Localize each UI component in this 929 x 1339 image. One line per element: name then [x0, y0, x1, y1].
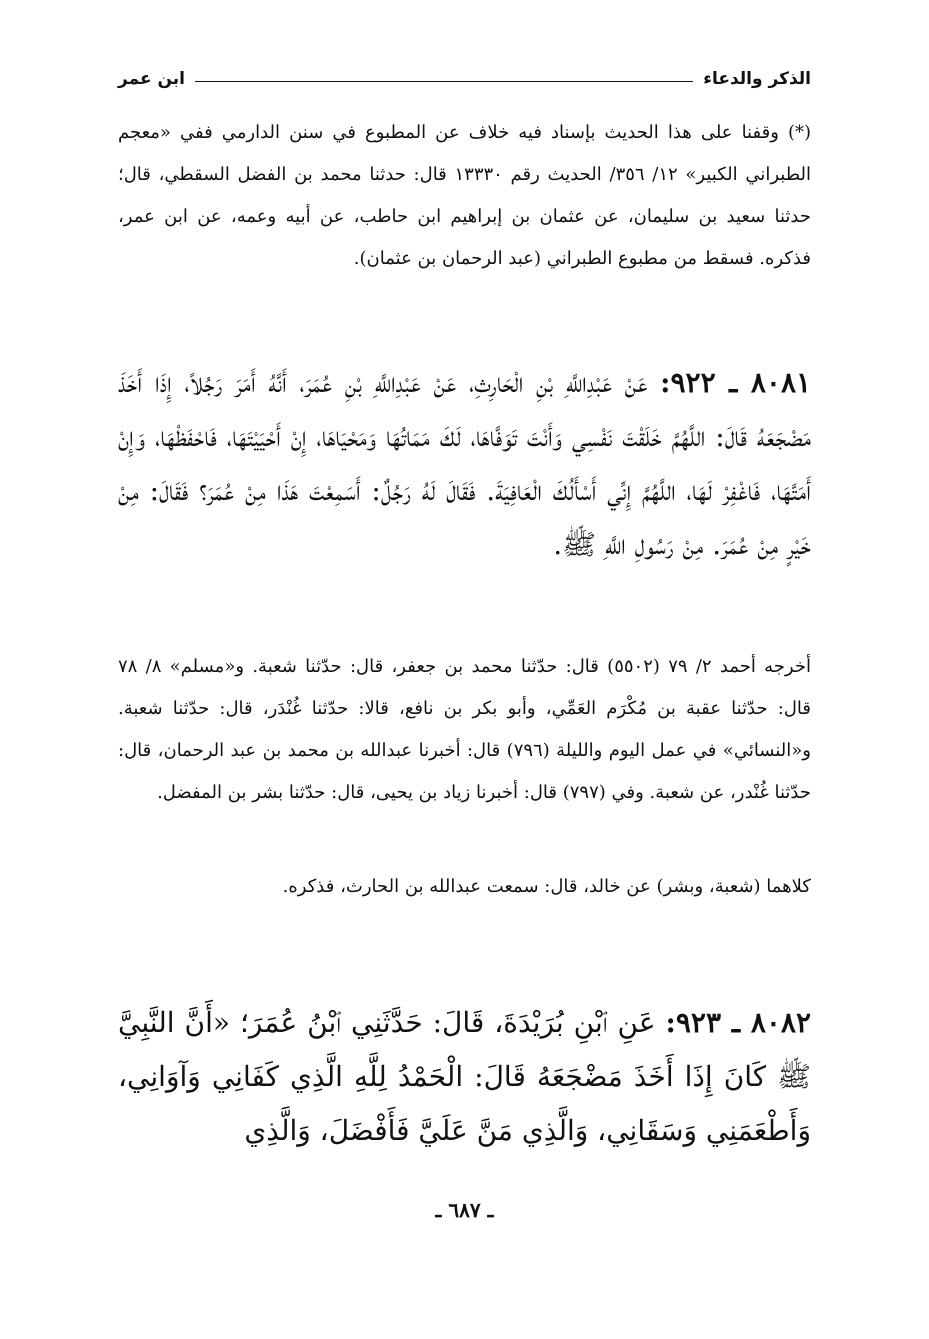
- header-rule: [195, 81, 693, 82]
- hadith-number: ٨٠٨٢ ـ ٩٢٣:: [665, 1006, 811, 1039]
- header-left-title: ابن عمر: [118, 69, 186, 89]
- page-number: ـ ٦٨٧ ـ: [435, 1198, 494, 1222]
- takhrij-text: أخرجه أحمد ٢/ ٧٩ (٥٥٠٢) قال: حدّثنا محمد بن جعفر، قال: حدّثنا شعبة. و«مسلم» ٨/ ٧٨ قال: حدّثنا عقبة بن مُكْرَم العَمِّي، وأبو بكر بن نافع، قالا: حدّثنا غُنْدَر، قال: حدّثنا شعبة. و«النسائي» في عمل اليوم والليلة (٧٩٦) قال: أخبرنا عبدالله بن محمد بن عبد الرحمان، قال: حدّثنا غُنْدر، عن شعبة. وفي (٧٩٧) قال: أخبرنا زياد بن يحيى، قال: حدّثنا بشر بن المفضل.: [118, 656, 811, 803]
- hadith-number: ٨٠٨١ ـ ٩٢٢:: [660, 366, 812, 399]
- header-right-title: الذكر والدعاء: [703, 69, 811, 89]
- hadith-text: عَنْ عَبْدِاللَّهِ بْنِ الْحَارِثِ، عَنْ عَبْدِاللَّهِ بْنِ عُمَرَ، أَنَّهُ أَمَرَ رَجُلاً، إِذَا أَخَذَ مَضْجَعَهُ قَالَ: اللَّهُمَّ خَلَقْتَ نَفْسِي وَأَنْتَ تَوَفَّاهَا، لَكَ مَمَاتُهَا وَمَحْيَاهَا، إِنْ أَحْيَيْتَهَا، فَاحْفَظْهَا، وَإِنْ أَمَتَّهَا، فَاغْفِرْ لَهَا، اللَّهُمَّ إِنِّي أَسْأَلُكَ الْعَافِيَةَ. فَقَالَ لَهُ رَجُلٌ: أَسَمِعْتَ هَذَا مِنْ عُمَرَ؟ فَقَالَ: مِنْ خَيْرٍ مِنْ عُمَرَ. مِنْ رَسُولِ اللَّهِ ﷺ.: [118, 366, 812, 561]
- hadith-8082: [118, 996, 811, 1158]
- hadith-text: عَنِ ٱبْنِ بُرَيْدَةَ، قَالَ: حَدَّثَنِي ٱبْنُ عُمَرَ؛ «أَنَّ النَّبِيَّ ﷺ كَانَ إِذَا أَخَذَ مَضْجَعَهُ قَالَ: الْحَمْدُ لِلَّهِ الَّذِي كَفَانِي وَآوَانِي، وَأَطْعَمَنِي وَسَقَانِي، وَالَّذِي مَنَّ عَلَيَّ فَأَفْضَلَ، وَالَّذِي: [118, 1006, 811, 1147]
- running-head: [118, 66, 811, 92]
- takhrij-summary-text: كلاهما (شعبة، وبشر) عن خالد، قال: سمعت عبدالله بن الحارث، فذكره.: [282, 876, 811, 897]
- takhrij-paragraph: [118, 646, 811, 814]
- hadith-8081: [118, 356, 811, 572]
- takhrij-summary: [118, 866, 811, 908]
- footnote-text: (*) وقفنا على هذا الحديث بإسناد فيه خلاف عن المطبوع في سنن الدارمي ففي «معجم الطبراني الكبير» ١٢/ ٣٥٦/ الحديث رقم ١٣٣٣٠ قال: حدثنا محمد بن الفضل السقطي، قال؛ حدثنا سعيد بن سليمان، عن عثمان بن إبراهيم ابن حاطب، عن أبيه وعمه، عن ابن عمر، فذكره. فسقط من مطبوع الطبراني (عبد الرحمان بن عثمان).: [118, 122, 811, 269]
- footnote: [118, 112, 811, 280]
